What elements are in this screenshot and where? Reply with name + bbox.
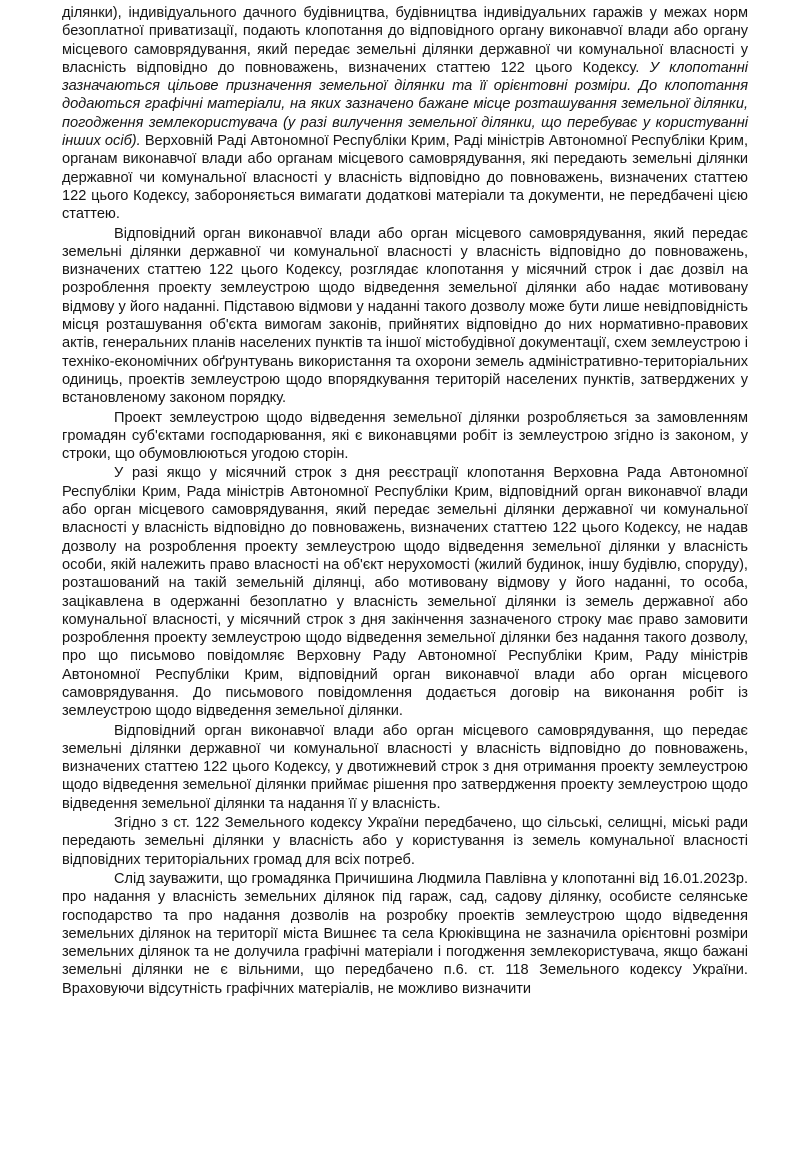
document-page — [62, 4, 748, 998]
paragraph-1-text-a: ділянки), індивідуального дачного будівництва, будівництва індивідуальних гаражів у межах норм безоплатної приватизації, подають клопотання до відповідного органу виконавчої влади або органу місцевого самоврядування, який передає земельні ділянки державної чи комунальної власності у власність відповідно до повноважень, визначених статтею 122 цього Кодексу. — [62, 5, 748, 76]
paragraph-1 — [62, 4, 748, 224]
paragraph-1-text-c: Верховній Раді Автономної Республіки Крим, Раді міністрів Автономної Республіки Крим, органам виконавчої влади або органам місцевого самоврядування, які передають земельні ділянки державної чи комунальної власності у власність відповідно до повноважень, визначених статтею 122 цього Кодексу, забороняється вимагати додаткові матеріали та документи, не передбачені цією статтею. — [62, 133, 748, 223]
paragraph-5: Відповідний орган виконавчої влади або орган місцевого самоврядування, що передає земельні ділянки державної чи комунальної власності у власність відповідно до повноважень, визначених статтею 122 цього Кодексу, у двотижневий строк з дня отримання проекту землеустрою щодо відведення земельної ділянки приймає рішення про затвердження проекту землеустрою щодо відведення земельної ділянки та надання її у власність. — [62, 722, 748, 812]
paragraph-1-italic-text: У клопотанні зазначаються цільове призначення земельної ділянки та її орієнтовні розміри. До клопотання додаються графічні матеріали, на яких зазначено бажане місце розташування земельної ділянки, погодження землекористувача (у разі вилучення земельної ділянки, що перебуває у користуванні інших осіб). — [62, 59, 748, 150]
paragraph-4: У разі якщо у місячний строк з дня реєстрації клопотання Верховна Рада Автономної Республіки Крим, Рада міністрів Автономної Республіки Крим, відповідний орган виконавчої влади або орган місцевого самоврядування, який передає земельні ділянки державної чи комунальної власності у власність відповідно до повноважень, визначених статтею 122 цього Кодексу, не надав дозволу на розроблення проекту землеустрою щодо відведення земельної ділянки у власність особи, якій належить право власності на об'єкт нерухомості (жилий будинок, іншу будівлю, споруду), розташований на такій земельній ділянці, або мотивовану відмову у його наданні, то особа, зацікавлена в одержанні безоплатно у власність земельної ділянки із земель державної або комунальної власності, у місячний строк з дня закінчення зазначеного строку має право замовити розроблення проекту землеустрою щодо відведення земельної ділянки без надання такого дозволу, про що письмово повідомляє Верховну Раду Автономної Республіки Крим, Раду міністрів Автономної Республіки Крим, відповідний орган виконавчої влади або орган місцевого самоврядування. До письмового повідомлення додається договір на виконання робіт із землеустрою щодо відведення земельної ділянки. — [62, 465, 748, 720]
paragraph-2: Відповідний орган виконавчої влади або орган місцевого самоврядування, який передає земельні ділянки державної чи комунальної власності у власність відповідно до повноважень, визначених статтею 122 цього Кодексу, розглядає клопотання у місячний строк і дає дозвіл на розроблення проекту землеустрою щодо відведення земельної ділянки або надає мотивовану відмову у його наданні. Підставою відмови у наданні такого дозволу може бути лише невідповідність місця розташування об'єкта вимогам законів, прийнятих відповідно до них нормативно-правових актів, генеральних планів населених пунктів та іншої містобудівної документації, схем землеустрою і техніко-економічних обґрунтувань використання та охорони земель адміністративно-територіальних одиниць, проектів землеустрою щодо впорядкування територій населених пунктів, затверджених у встановленому законом порядку. — [62, 225, 748, 407]
paragraph-7: Слід зауважити, що громадянка Причишина Людмила Павлівна у клопотанні від 16.01.2023р. про надання у власність земельних ділянок під гараж, сад, садову ділянку, особисте селянське господарство та про надання дозволів на розробку проектів землеустрою щодо відведення земельних ділянок на території міста Вишнеє та села Крюківщина не зазначила орієнтовні розміри земельних ділянок та не долучила графічні матеріали і погодження землекористувача, якщо бажані земельні ділянки не є вільними, що передбачено п.6. ст. 118 Земельного кодексу України. Враховуючи відсутність графічних матеріалів, не можливо визначити — [62, 870, 748, 997]
paragraph-3: Проект землеустрою щодо відведення земельної ділянки розробляється за замовленням громадян суб'єктами господарювання, які є виконавцями робіт із землеустрою згідно із законом, у строки, що обумовлюються угодою сторін. — [62, 409, 748, 463]
paragraph-6: Згідно з ст. 122 Земельного кодексу України передбачено, що сільські, селищні, міські ради передають земельні ділянки у власність або у користування із земель комунальної власності відповідних територіальних громад для всіх потреб. — [62, 815, 748, 868]
